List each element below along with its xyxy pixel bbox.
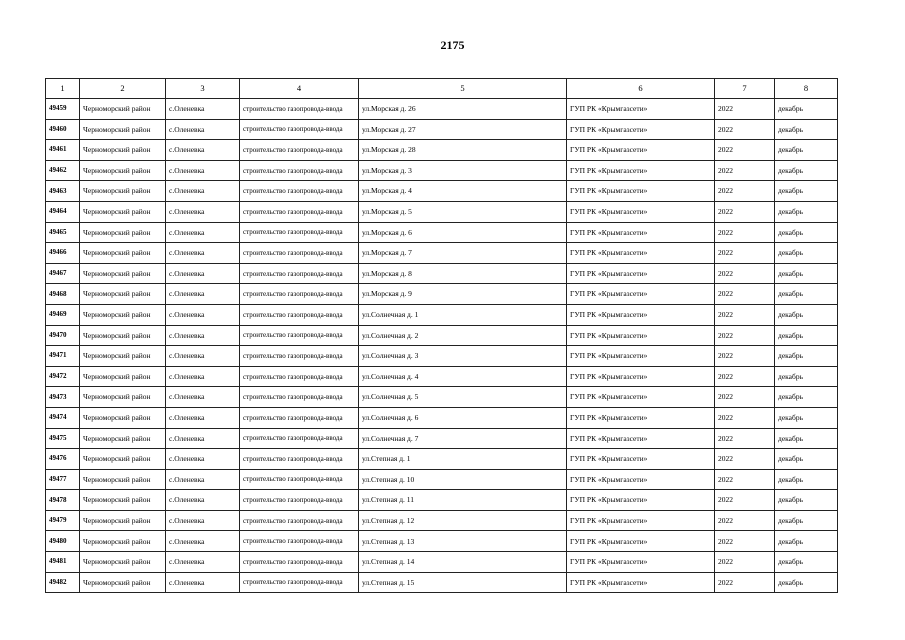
address-cell: ул.Степная д. 10 xyxy=(359,469,567,490)
year-cell: 2022 xyxy=(715,325,775,346)
district-cell: Черноморский район xyxy=(80,490,166,511)
address-cell: ул.Солнечная д. 5 xyxy=(359,387,567,408)
column-header-5: 5 xyxy=(359,79,567,99)
row-number: 49461 xyxy=(46,140,80,161)
settlement-cell: с.Оленевка xyxy=(166,387,240,408)
year-cell: 2022 xyxy=(715,407,775,428)
address-cell: ул.Степная д. 12 xyxy=(359,510,567,531)
page-number: 2175 xyxy=(440,38,465,52)
address-cell: ул.Степная д. 1 xyxy=(359,449,567,470)
address-cell: ул.Морская д. 28 xyxy=(359,140,567,161)
row-number: 49468 xyxy=(46,284,80,305)
month-cell: декабрь xyxy=(775,325,838,346)
table-row xyxy=(46,428,838,449)
work-type-cell: строительство газопровода-ввода xyxy=(240,387,359,408)
organization-cell: ГУП РК «Крымгазсети» xyxy=(567,490,715,511)
address-cell: ул.Степная д. 13 xyxy=(359,531,567,552)
organization-cell: ГУП РК «Крымгазсети» xyxy=(567,510,715,531)
table-row xyxy=(46,222,838,243)
address-cell: ул.Морская д. 6 xyxy=(359,222,567,243)
table-row xyxy=(46,160,838,181)
month-cell: декабрь xyxy=(775,304,838,325)
district-cell: Черноморский район xyxy=(80,140,166,161)
month-cell: декабрь xyxy=(775,284,838,305)
row-number: 49479 xyxy=(46,510,80,531)
settlement-cell: с.Оленевка xyxy=(166,366,240,387)
table-row xyxy=(46,99,838,120)
row-number: 49475 xyxy=(46,428,80,449)
address-cell: ул.Морская д. 27 xyxy=(359,119,567,140)
work-type-cell: строительство газопровода-ввода xyxy=(240,531,359,552)
row-number: 49462 xyxy=(46,160,80,181)
table-row xyxy=(46,387,838,408)
table-row xyxy=(46,181,838,202)
settlement-cell: с.Оленевка xyxy=(166,181,240,202)
year-cell: 2022 xyxy=(715,490,775,511)
column-header-4: 4 xyxy=(240,79,359,99)
settlement-cell: с.Оленевка xyxy=(166,531,240,552)
organization-cell: ГУП РК «Крымгазсети» xyxy=(567,243,715,264)
row-number: 49478 xyxy=(46,490,80,511)
column-header-8: 8 xyxy=(775,79,838,99)
settlement-cell: с.Оленевка xyxy=(166,160,240,181)
organization-cell: ГУП РК «Крымгазсети» xyxy=(567,449,715,470)
column-header-2: 2 xyxy=(80,79,166,99)
row-number: 49466 xyxy=(46,243,80,264)
organization-cell: ГУП РК «Крымгазсети» xyxy=(567,284,715,305)
district-cell: Черноморский район xyxy=(80,325,166,346)
month-cell: декабрь xyxy=(775,428,838,449)
column-header-6: 6 xyxy=(567,79,715,99)
settlement-cell: с.Оленевка xyxy=(166,490,240,511)
organization-cell: ГУП РК «Крымгазсети» xyxy=(567,160,715,181)
address-cell: ул.Солнечная д. 4 xyxy=(359,366,567,387)
address-cell: ул.Степная д. 15 xyxy=(359,572,567,593)
row-number: 49481 xyxy=(46,552,80,573)
row-number: 49469 xyxy=(46,304,80,325)
table-row xyxy=(46,572,838,593)
table-body xyxy=(46,99,838,593)
district-cell: Черноморский район xyxy=(80,407,166,428)
settlement-cell: с.Оленевка xyxy=(166,325,240,346)
work-type-cell: строительство газопровода-ввода xyxy=(240,407,359,428)
row-number: 49480 xyxy=(46,531,80,552)
address-cell: ул.Солнечная д. 3 xyxy=(359,346,567,367)
table-row xyxy=(46,119,838,140)
month-cell: декабрь xyxy=(775,572,838,593)
work-type-cell: строительство газопровода-ввода xyxy=(240,366,359,387)
month-cell: декабрь xyxy=(775,552,838,573)
year-cell: 2022 xyxy=(715,140,775,161)
address-cell: ул.Морская д. 8 xyxy=(359,263,567,284)
district-cell: Черноморский район xyxy=(80,449,166,470)
work-type-cell: строительство газопровода-ввода xyxy=(240,428,359,449)
table-row xyxy=(46,449,838,470)
year-cell: 2022 xyxy=(715,428,775,449)
work-type-cell: строительство газопровода-ввода xyxy=(240,325,359,346)
year-cell: 2022 xyxy=(715,366,775,387)
district-cell: Черноморский район xyxy=(80,552,166,573)
month-cell: декабрь xyxy=(775,366,838,387)
settlement-cell: с.Оленевка xyxy=(166,552,240,573)
table-header xyxy=(46,79,838,99)
row-number: 49471 xyxy=(46,346,80,367)
address-cell: ул.Морская д. 7 xyxy=(359,243,567,264)
district-cell: Черноморский район xyxy=(80,243,166,264)
settlement-cell: с.Оленевка xyxy=(166,469,240,490)
settlement-cell: с.Оленевка xyxy=(166,201,240,222)
month-cell: декабрь xyxy=(775,243,838,264)
address-cell: ул.Морская д. 26 xyxy=(359,99,567,120)
settlement-cell: с.Оленевка xyxy=(166,119,240,140)
row-number: 49470 xyxy=(46,325,80,346)
district-cell: Черноморский район xyxy=(80,263,166,284)
row-number: 49467 xyxy=(46,263,80,284)
work-type-cell: строительство газопровода-ввода xyxy=(240,243,359,264)
settlement-cell: с.Оленевка xyxy=(166,222,240,243)
row-number: 49476 xyxy=(46,449,80,470)
address-cell: ул.Солнечная д. 2 xyxy=(359,325,567,346)
settlement-cell: с.Оленевка xyxy=(166,243,240,264)
column-header-1: 1 xyxy=(46,79,80,99)
header-row xyxy=(46,79,838,99)
settlement-cell: с.Оленевка xyxy=(166,284,240,305)
row-number: 49477 xyxy=(46,469,80,490)
work-type-cell: строительство газопровода-ввода xyxy=(240,346,359,367)
year-cell: 2022 xyxy=(715,449,775,470)
district-cell: Черноморский район xyxy=(80,284,166,305)
district-cell: Черноморский район xyxy=(80,572,166,593)
row-number: 49465 xyxy=(46,222,80,243)
work-type-cell: строительство газопровода-ввода xyxy=(240,510,359,531)
month-cell: декабрь xyxy=(775,119,838,140)
table-row xyxy=(46,140,838,161)
work-type-cell: строительство газопровода-ввода xyxy=(240,222,359,243)
address-cell: ул.Солнечная д. 1 xyxy=(359,304,567,325)
month-cell: декабрь xyxy=(775,531,838,552)
row-number: 49474 xyxy=(46,407,80,428)
month-cell: декабрь xyxy=(775,99,838,120)
district-cell: Черноморский район xyxy=(80,201,166,222)
year-cell: 2022 xyxy=(715,284,775,305)
work-type-cell: строительство газопровода-ввода xyxy=(240,572,359,593)
district-cell: Черноморский район xyxy=(80,304,166,325)
address-cell: ул.Степная д. 14 xyxy=(359,552,567,573)
work-type-cell: строительство газопровода-ввода xyxy=(240,160,359,181)
month-cell: декабрь xyxy=(775,140,838,161)
table-row xyxy=(46,510,838,531)
row-number: 49464 xyxy=(46,201,80,222)
organization-cell: ГУП РК «Крымгазсети» xyxy=(567,387,715,408)
work-type-cell: строительство газопровода-ввода xyxy=(240,490,359,511)
month-cell: декабрь xyxy=(775,490,838,511)
organization-cell: ГУП РК «Крымгазсети» xyxy=(567,531,715,552)
work-type-cell: строительство газопровода-ввода xyxy=(240,304,359,325)
work-type-cell: строительство газопровода-ввода xyxy=(240,119,359,140)
table-row xyxy=(46,490,838,511)
work-type-cell: строительство газопровода-ввода xyxy=(240,552,359,573)
month-cell: декабрь xyxy=(775,263,838,284)
column-header-7: 7 xyxy=(715,79,775,99)
year-cell: 2022 xyxy=(715,469,775,490)
district-cell: Черноморский район xyxy=(80,346,166,367)
organization-cell: ГУП РК «Крымгазсети» xyxy=(567,304,715,325)
organization-cell: ГУП РК «Крымгазсети» xyxy=(567,181,715,202)
year-cell: 2022 xyxy=(715,263,775,284)
table-row xyxy=(46,552,838,573)
district-cell: Черноморский район xyxy=(80,99,166,120)
row-number: 49460 xyxy=(46,119,80,140)
address-cell: ул.Солнечная д. 7 xyxy=(359,428,567,449)
district-cell: Черноморский район xyxy=(80,469,166,490)
table-row xyxy=(46,531,838,552)
district-cell: Черноморский район xyxy=(80,510,166,531)
year-cell: 2022 xyxy=(715,531,775,552)
table-row xyxy=(46,407,838,428)
settlement-cell: с.Оленевка xyxy=(166,346,240,367)
address-cell: ул.Степная д. 11 xyxy=(359,490,567,511)
row-number: 49472 xyxy=(46,366,80,387)
row-number: 49459 xyxy=(46,99,80,120)
table-row xyxy=(46,284,838,305)
table-row xyxy=(46,346,838,367)
address-cell: ул.Солнечная д. 6 xyxy=(359,407,567,428)
table-row xyxy=(46,304,838,325)
organization-cell: ГУП РК «Крымгазсети» xyxy=(567,366,715,387)
table-row xyxy=(46,325,838,346)
settlement-cell: с.Оленевка xyxy=(166,407,240,428)
settlement-cell: с.Оленевка xyxy=(166,510,240,531)
address-cell: ул.Морская д. 9 xyxy=(359,284,567,305)
organization-cell: ГУП РК «Крымгазсети» xyxy=(567,572,715,593)
month-cell: декабрь xyxy=(775,201,838,222)
work-type-cell: строительство газопровода-ввода xyxy=(240,449,359,470)
month-cell: декабрь xyxy=(775,407,838,428)
month-cell: декабрь xyxy=(775,469,838,490)
work-type-cell: строительство газопровода-ввода xyxy=(240,201,359,222)
month-cell: декабрь xyxy=(775,222,838,243)
organization-cell: ГУП РК «Крымгазсети» xyxy=(567,263,715,284)
month-cell: декабрь xyxy=(775,510,838,531)
organization-cell: ГУП РК «Крымгазсети» xyxy=(567,325,715,346)
organization-cell: ГУП РК «Крымгазсети» xyxy=(567,140,715,161)
year-cell: 2022 xyxy=(715,387,775,408)
year-cell: 2022 xyxy=(715,243,775,264)
district-cell: Черноморский район xyxy=(80,160,166,181)
month-cell: декабрь xyxy=(775,387,838,408)
district-cell: Черноморский район xyxy=(80,428,166,449)
table-row xyxy=(46,243,838,264)
month-cell: декабрь xyxy=(775,160,838,181)
year-cell: 2022 xyxy=(715,304,775,325)
organization-cell: ГУП РК «Крымгазсети» xyxy=(567,222,715,243)
district-cell: Черноморский район xyxy=(80,366,166,387)
year-cell: 2022 xyxy=(715,222,775,243)
settlement-cell: с.Оленевка xyxy=(166,304,240,325)
settlement-cell: с.Оленевка xyxy=(166,140,240,161)
address-cell: ул.Морская д. 3 xyxy=(359,160,567,181)
district-cell: Черноморский район xyxy=(80,181,166,202)
work-type-cell: строительство газопровода-ввода xyxy=(240,284,359,305)
organization-cell: ГУП РК «Крымгазсети» xyxy=(567,407,715,428)
organization-cell: ГУП РК «Крымгазсети» xyxy=(567,346,715,367)
organization-cell: ГУП РК «Крымгазсети» xyxy=(567,428,715,449)
work-type-cell: строительство газопровода-ввода xyxy=(240,99,359,120)
organization-cell: ГУП РК «Крымгазсети» xyxy=(567,552,715,573)
table-row xyxy=(46,366,838,387)
year-cell: 2022 xyxy=(715,160,775,181)
register-table xyxy=(45,78,838,593)
organization-cell: ГУП РК «Крымгазсети» xyxy=(567,469,715,490)
row-number: 49473 xyxy=(46,387,80,408)
year-cell: 2022 xyxy=(715,552,775,573)
settlement-cell: с.Оленевка xyxy=(166,449,240,470)
settlement-cell: с.Оленевка xyxy=(166,428,240,449)
table-row xyxy=(46,263,838,284)
organization-cell: ГУП РК «Крымгазсети» xyxy=(567,201,715,222)
settlement-cell: с.Оленевка xyxy=(166,572,240,593)
work-type-cell: строительство газопровода-ввода xyxy=(240,469,359,490)
year-cell: 2022 xyxy=(715,346,775,367)
row-number: 49463 xyxy=(46,181,80,202)
year-cell: 2022 xyxy=(715,119,775,140)
table-row xyxy=(46,201,838,222)
year-cell: 2022 xyxy=(715,510,775,531)
address-cell: ул.Морская д. 4 xyxy=(359,181,567,202)
work-type-cell: строительство газопровода-ввода xyxy=(240,140,359,161)
column-header-3: 3 xyxy=(166,79,240,99)
year-cell: 2022 xyxy=(715,201,775,222)
district-cell: Черноморский район xyxy=(80,387,166,408)
district-cell: Черноморский район xyxy=(80,222,166,243)
month-cell: декабрь xyxy=(775,346,838,367)
work-type-cell: строительство газопровода-ввода xyxy=(240,263,359,284)
district-cell: Черноморский район xyxy=(80,531,166,552)
settlement-cell: с.Оленевка xyxy=(166,263,240,284)
work-type-cell: строительство газопровода-ввода xyxy=(240,181,359,202)
row-number: 49482 xyxy=(46,572,80,593)
settlement-cell: с.Оленевка xyxy=(166,99,240,120)
table-row xyxy=(46,469,838,490)
month-cell: декабрь xyxy=(775,181,838,202)
address-cell: ул.Морская д. 5 xyxy=(359,201,567,222)
year-cell: 2022 xyxy=(715,572,775,593)
month-cell: декабрь xyxy=(775,449,838,470)
district-cell: Черноморский район xyxy=(80,119,166,140)
organization-cell: ГУП РК «Крымгазсети» xyxy=(567,119,715,140)
year-cell: 2022 xyxy=(715,181,775,202)
year-cell: 2022 xyxy=(715,99,775,120)
organization-cell: ГУП РК «Крымгазсети» xyxy=(567,99,715,120)
